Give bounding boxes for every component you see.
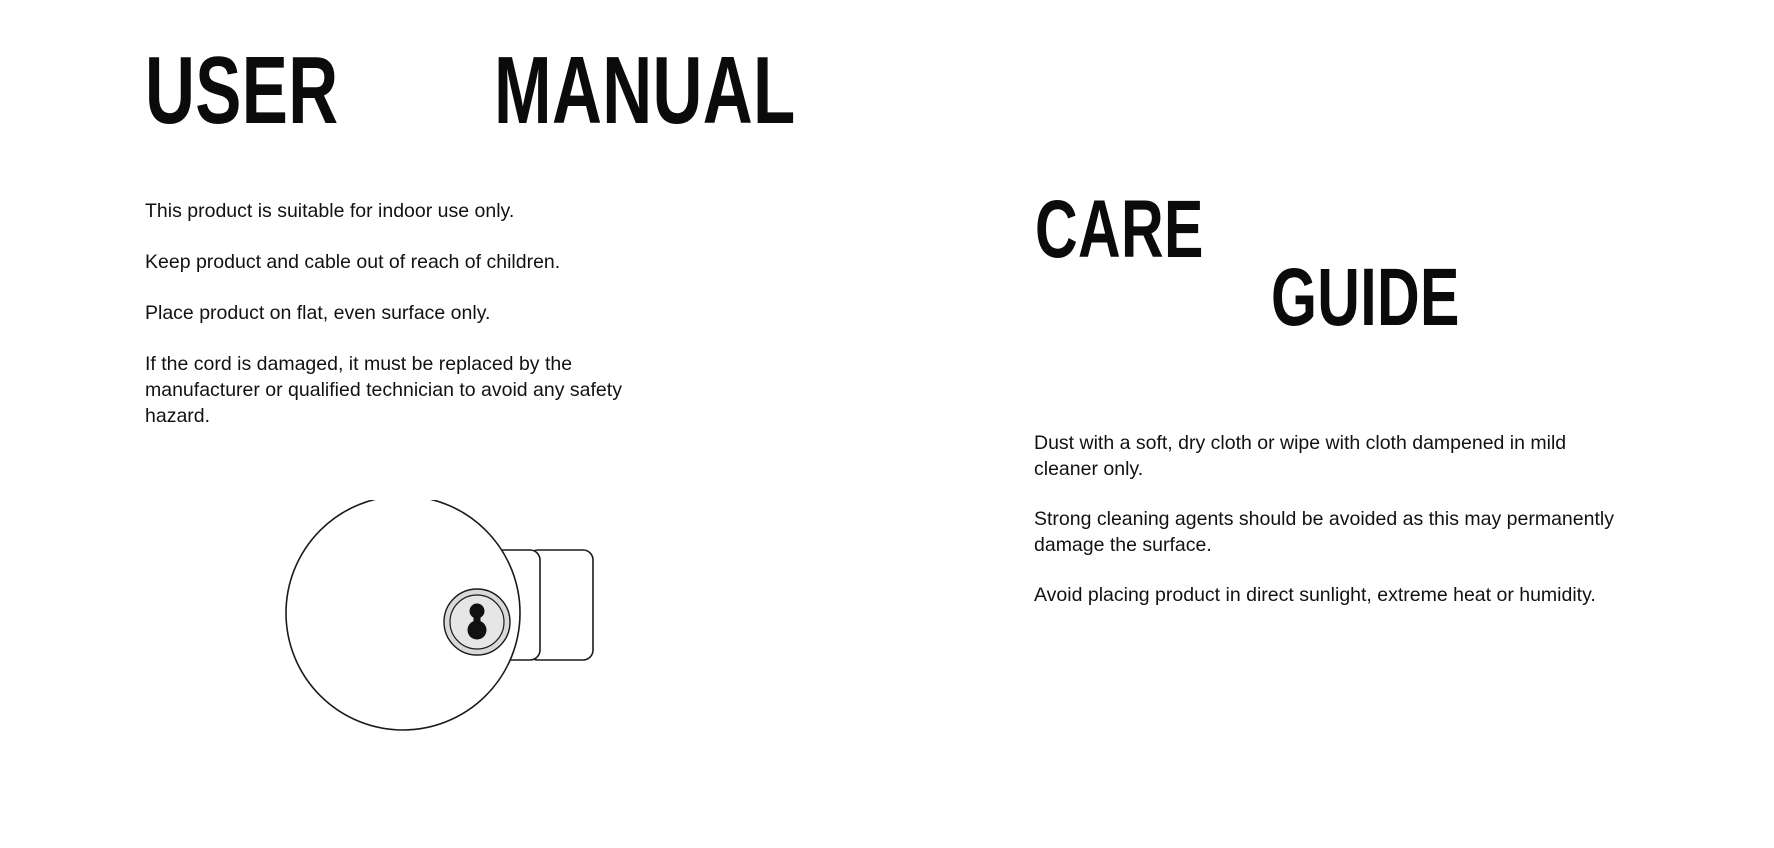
manual-paragraph-2: Keep product and cable out of reach of children. bbox=[145, 251, 561, 273]
heading-guide: GUIDE bbox=[1271, 252, 1460, 343]
manual-paragraph-3: Place product on flat, even surface only. bbox=[145, 302, 491, 324]
product-line-drawing bbox=[285, 500, 895, 770]
care-paragraph-1: Dust with a soft, dry cloth or wipe with cloth dampened in mild cleaner only. bbox=[1034, 432, 1567, 480]
product-illustration-svg bbox=[285, 500, 895, 770]
manual-paragraph-4: If the cord is damaged, it must be replaced by the manufacturer or qualified technician to avoid any safety hazard. bbox=[145, 353, 622, 427]
care-paragraph-3: Avoid placing product in direct sunlight, extreme heat or humidity. bbox=[1034, 584, 1596, 606]
heading-user: USER bbox=[145, 37, 339, 144]
care-paragraph-2: Strong cleaning agents should be avoided as this may permanently damage the surface. bbox=[1034, 508, 1614, 556]
heading-care: CARE bbox=[1035, 184, 1204, 275]
heading-manual: MANUAL bbox=[494, 37, 796, 144]
care-guide-body bbox=[1034, 430, 1634, 632]
manual-paragraph-1: This product is suitable for indoor use only. bbox=[145, 200, 515, 222]
user-manual-body bbox=[145, 198, 705, 454]
